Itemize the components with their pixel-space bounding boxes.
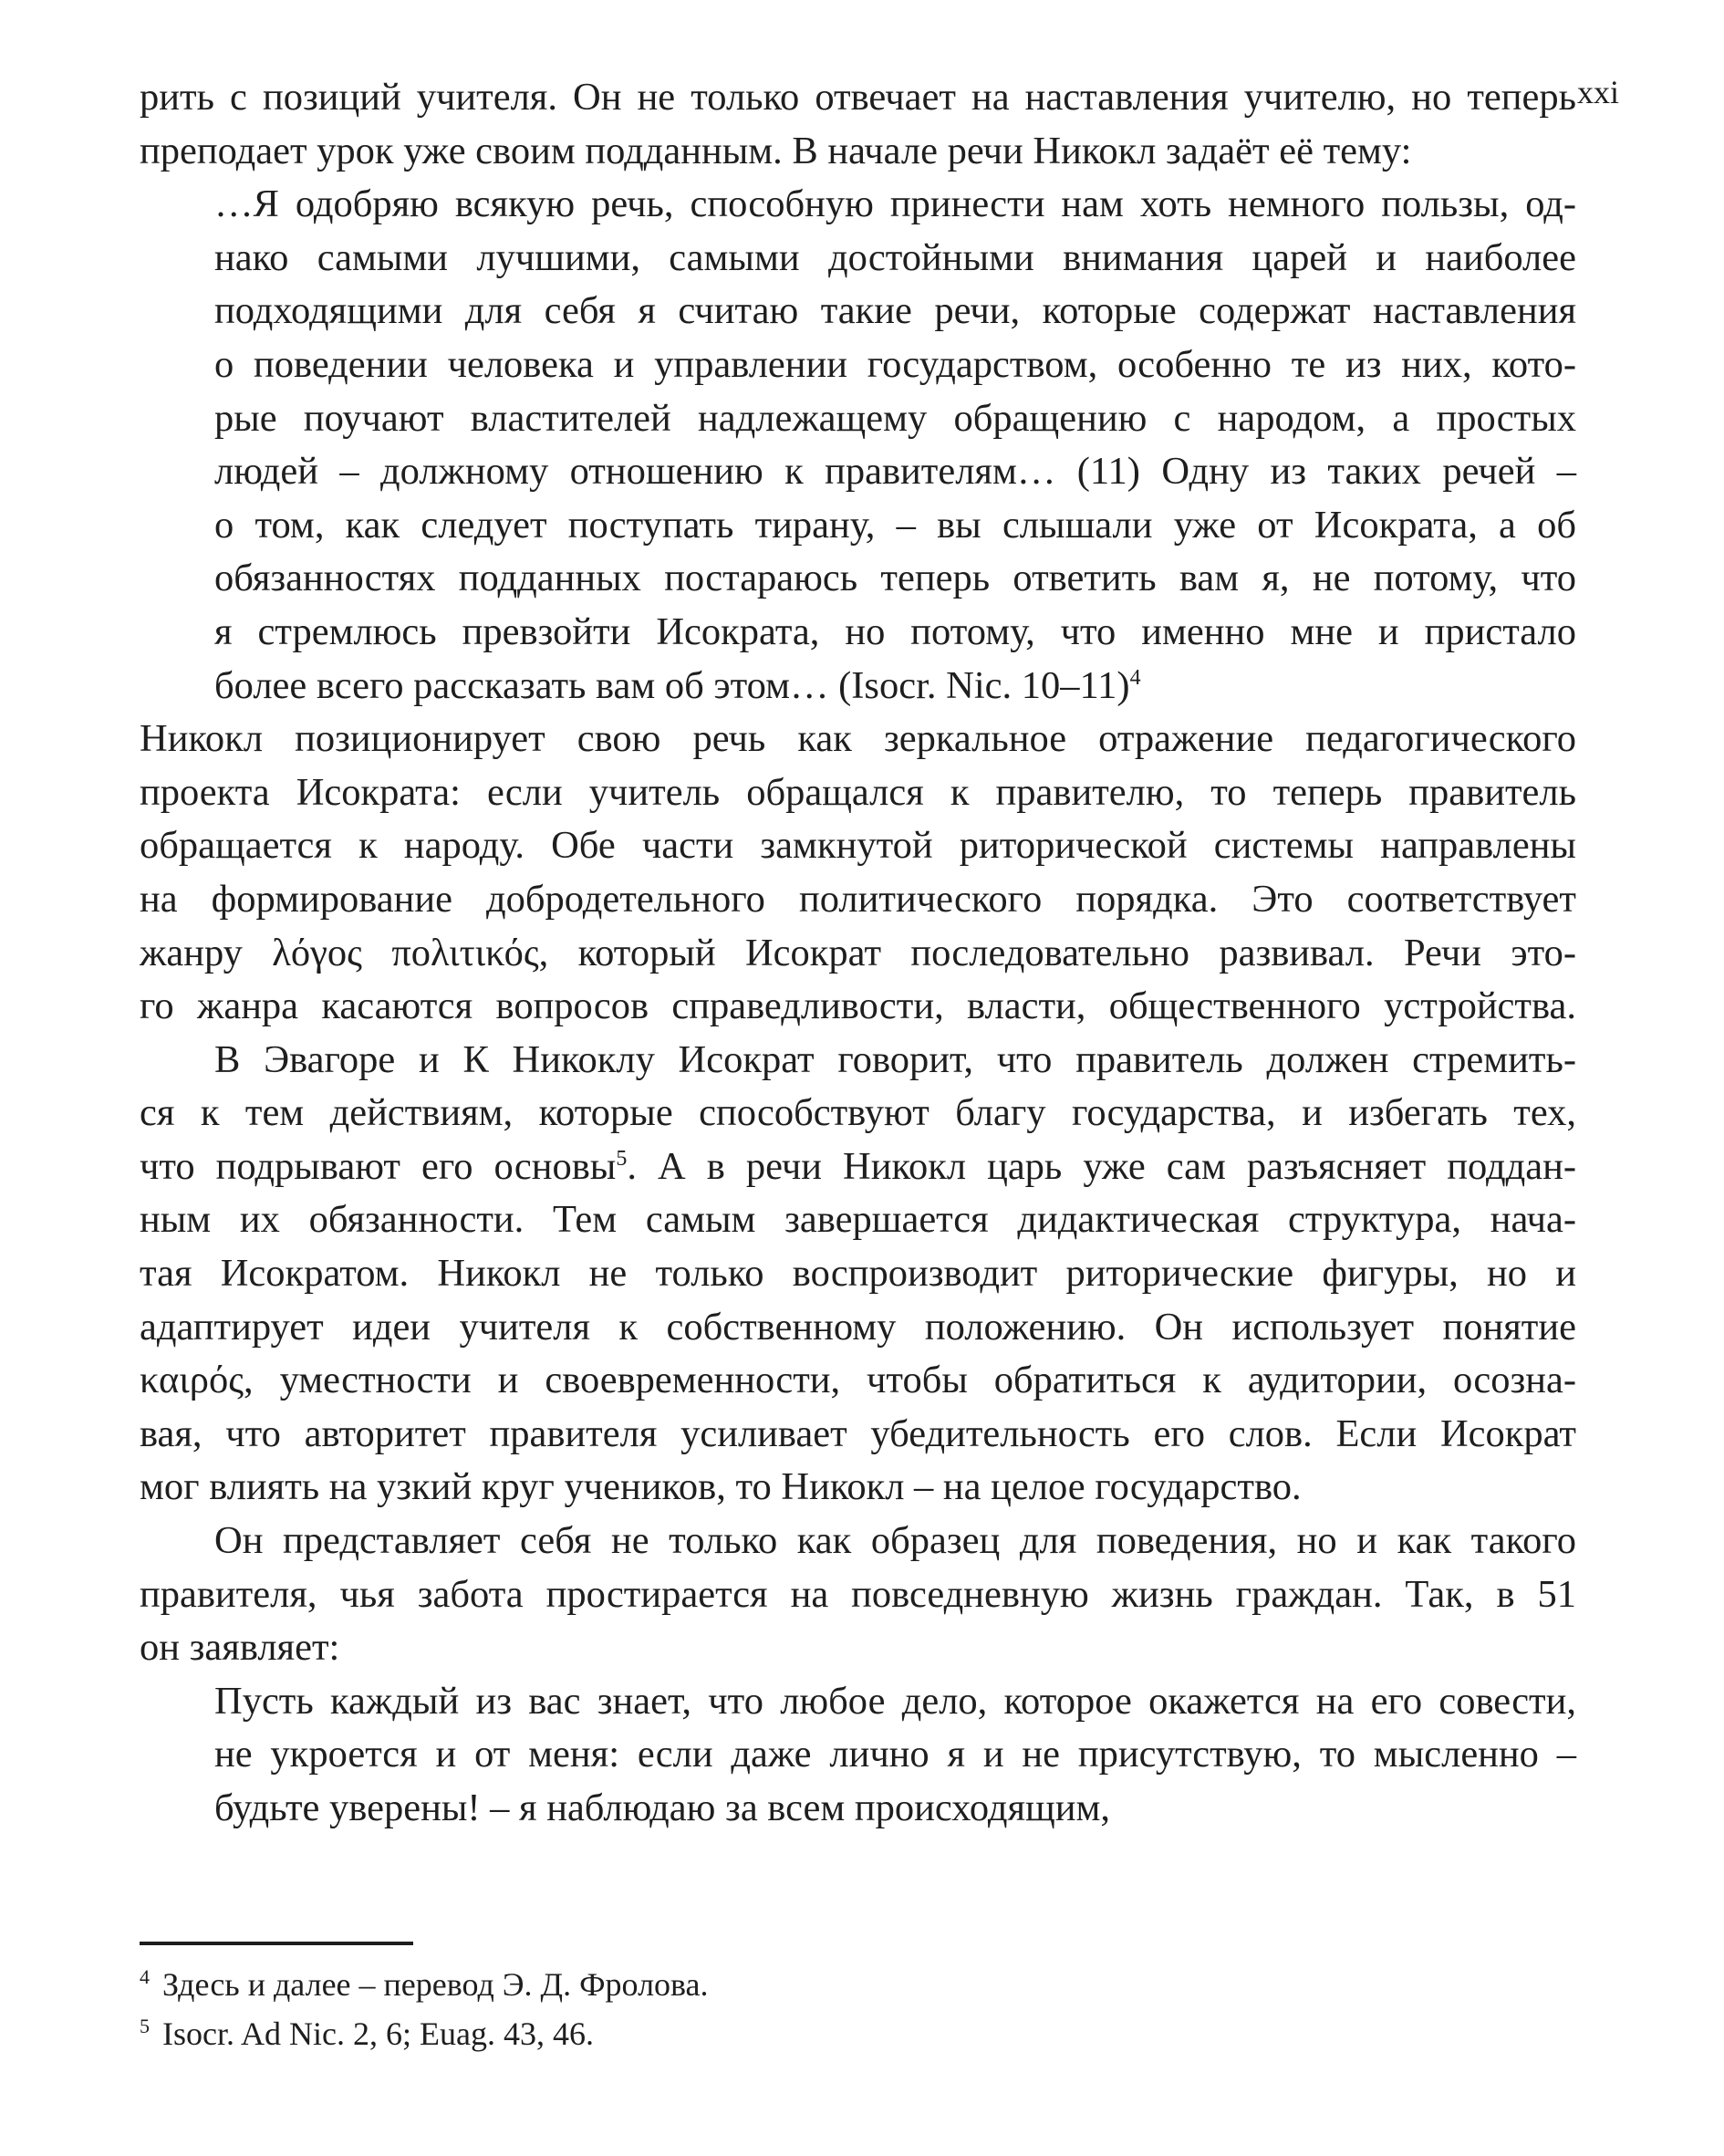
body-line: вая, что авторитет правителя усиливает убедительность его слов. Если Исократ: [140, 1411, 1576, 1455]
quote-line: о поведении человека и управлении государством, особенно те из них, кото-: [214, 342, 1576, 386]
footnote-ref-4[interactable]: 4: [1129, 665, 1141, 690]
body-line: обращается к народу. Обе части замкнутой риторической системы направлены: [140, 824, 1576, 868]
quote-line: обязанностях подданных постараюсь теперь ответить вам я, не потому, что: [214, 557, 1576, 600]
body-line: [140, 1140, 1576, 1194]
body-line: адаптирует идеи учителя к собственному положению. Он использует понятие: [140, 1305, 1576, 1349]
body-line: Никокл позиционирует свою речь как зеркальное отражение педагогического: [140, 717, 1576, 761]
body-line: Он представляет себя не только как образец для поведения, но и как такого: [214, 1519, 1576, 1563]
footnote-text: Здесь и далее – перевод Э. Д. Фролова.: [162, 1966, 709, 2003]
body-line: преподает урок уже своим подданным. В начале речи Никокл задаёт её тему:: [140, 129, 1412, 172]
body-line: правителя, чья забота простирается на повседневную жизнь граждан. Так, в 51: [140, 1572, 1576, 1616]
quote-line: будьте уверены! – я наблюдаю за всем происходящим,: [214, 1786, 1111, 1829]
body-line: он заявляет:: [140, 1626, 340, 1670]
footnote-5: [140, 2009, 709, 2058]
footnote-ref-5[interactable]: 5: [616, 1146, 628, 1171]
body-line-text: что подрывают его основы: [140, 1144, 617, 1188]
body-line: рить с позиций учителя. Он не только отвечает на наставления учителю, но теперь: [140, 76, 1576, 119]
footnote-number: 5: [140, 2015, 150, 2037]
page-number: xxi: [1576, 74, 1619, 110]
quote-line: не укроется и от меня: если даже лично я и не присутствую, то мысленно –: [214, 1733, 1576, 1776]
footnote-separator: [140, 1942, 413, 1945]
footnotes: [140, 1960, 709, 2058]
footnote-4: [140, 1960, 709, 2009]
quote-line: …Я одобряю всякую речь, способную принести нам хоть немного пользы, од-: [214, 182, 1576, 226]
body-line: ным их обязанности. Тем самым завершается дидактическая структура, нача-: [140, 1198, 1576, 1242]
footnote-text: Isocr. Ad Nic. 2, 6; Euag. 43, 46.: [162, 2015, 594, 2052]
quote-line: [140, 660, 1576, 713]
body-text: [140, 71, 1576, 1836]
quote-line-text: более всего рассказать вам об этом… (Isocr. Nic. 10–11): [214, 663, 1130, 707]
quote-line: людей – должному отношению к правителям… (11) Одну из таких речей –: [214, 450, 1576, 494]
quote-line: нако самыми лучшими, самыми достойными внимания царей и наиболее: [214, 235, 1576, 279]
quote-line: о том, как следует поступать тирану, – вы слышали уже от Исократа, а об: [214, 503, 1576, 547]
body-line: В Эвагоре и К Никоклу Исократ говорит, что правитель должен стремить-: [214, 1037, 1576, 1081]
quote-line: я стремлюсь превзойти Исократа, но потому, что именно мне и пристало: [214, 609, 1576, 653]
body-line: ся к тем действиям, которые способствуют благу государства, и избегать тех,: [140, 1091, 1576, 1135]
quote-line: Пусть каждый из вас знает, что любое дело, которое окажется на его совести,: [214, 1679, 1576, 1723]
body-line: мог влиять на узкий круг учеников, то Никокл – на целое государство.: [140, 1465, 1302, 1509]
body-line: καιρός, уместности и своевременности, чтобы обратиться к аудитории, осозна-: [140, 1359, 1576, 1402]
body-line: жанру λόγος πολιτικός, который Исократ последовательно развивал. Речи это-: [140, 931, 1576, 974]
body-line: на формирование добродетельного политического порядка. Это соответствует: [140, 877, 1576, 921]
body-line: проекта Исократа: если учитель обращался к правителю, то теперь правитель: [140, 770, 1576, 814]
quote-line: рые поучают властителей надлежащему обращению с народом, а простых: [214, 396, 1576, 440]
footnote-number: 4: [140, 1965, 150, 1988]
body-line: тая Исократом. Никокл не только воспроизводит риторические фигуры, но и: [140, 1252, 1576, 1296]
body-line-text: . А в речи Никокл царь уже сам разъясняет поддан-: [627, 1144, 1576, 1188]
body-line: го жанра касаются вопросов справедливости, власти, общественного устройства.: [140, 984, 1576, 1028]
quote-line: подходящими для себя я считаю такие речи, которые содержат наставления: [214, 289, 1576, 333]
